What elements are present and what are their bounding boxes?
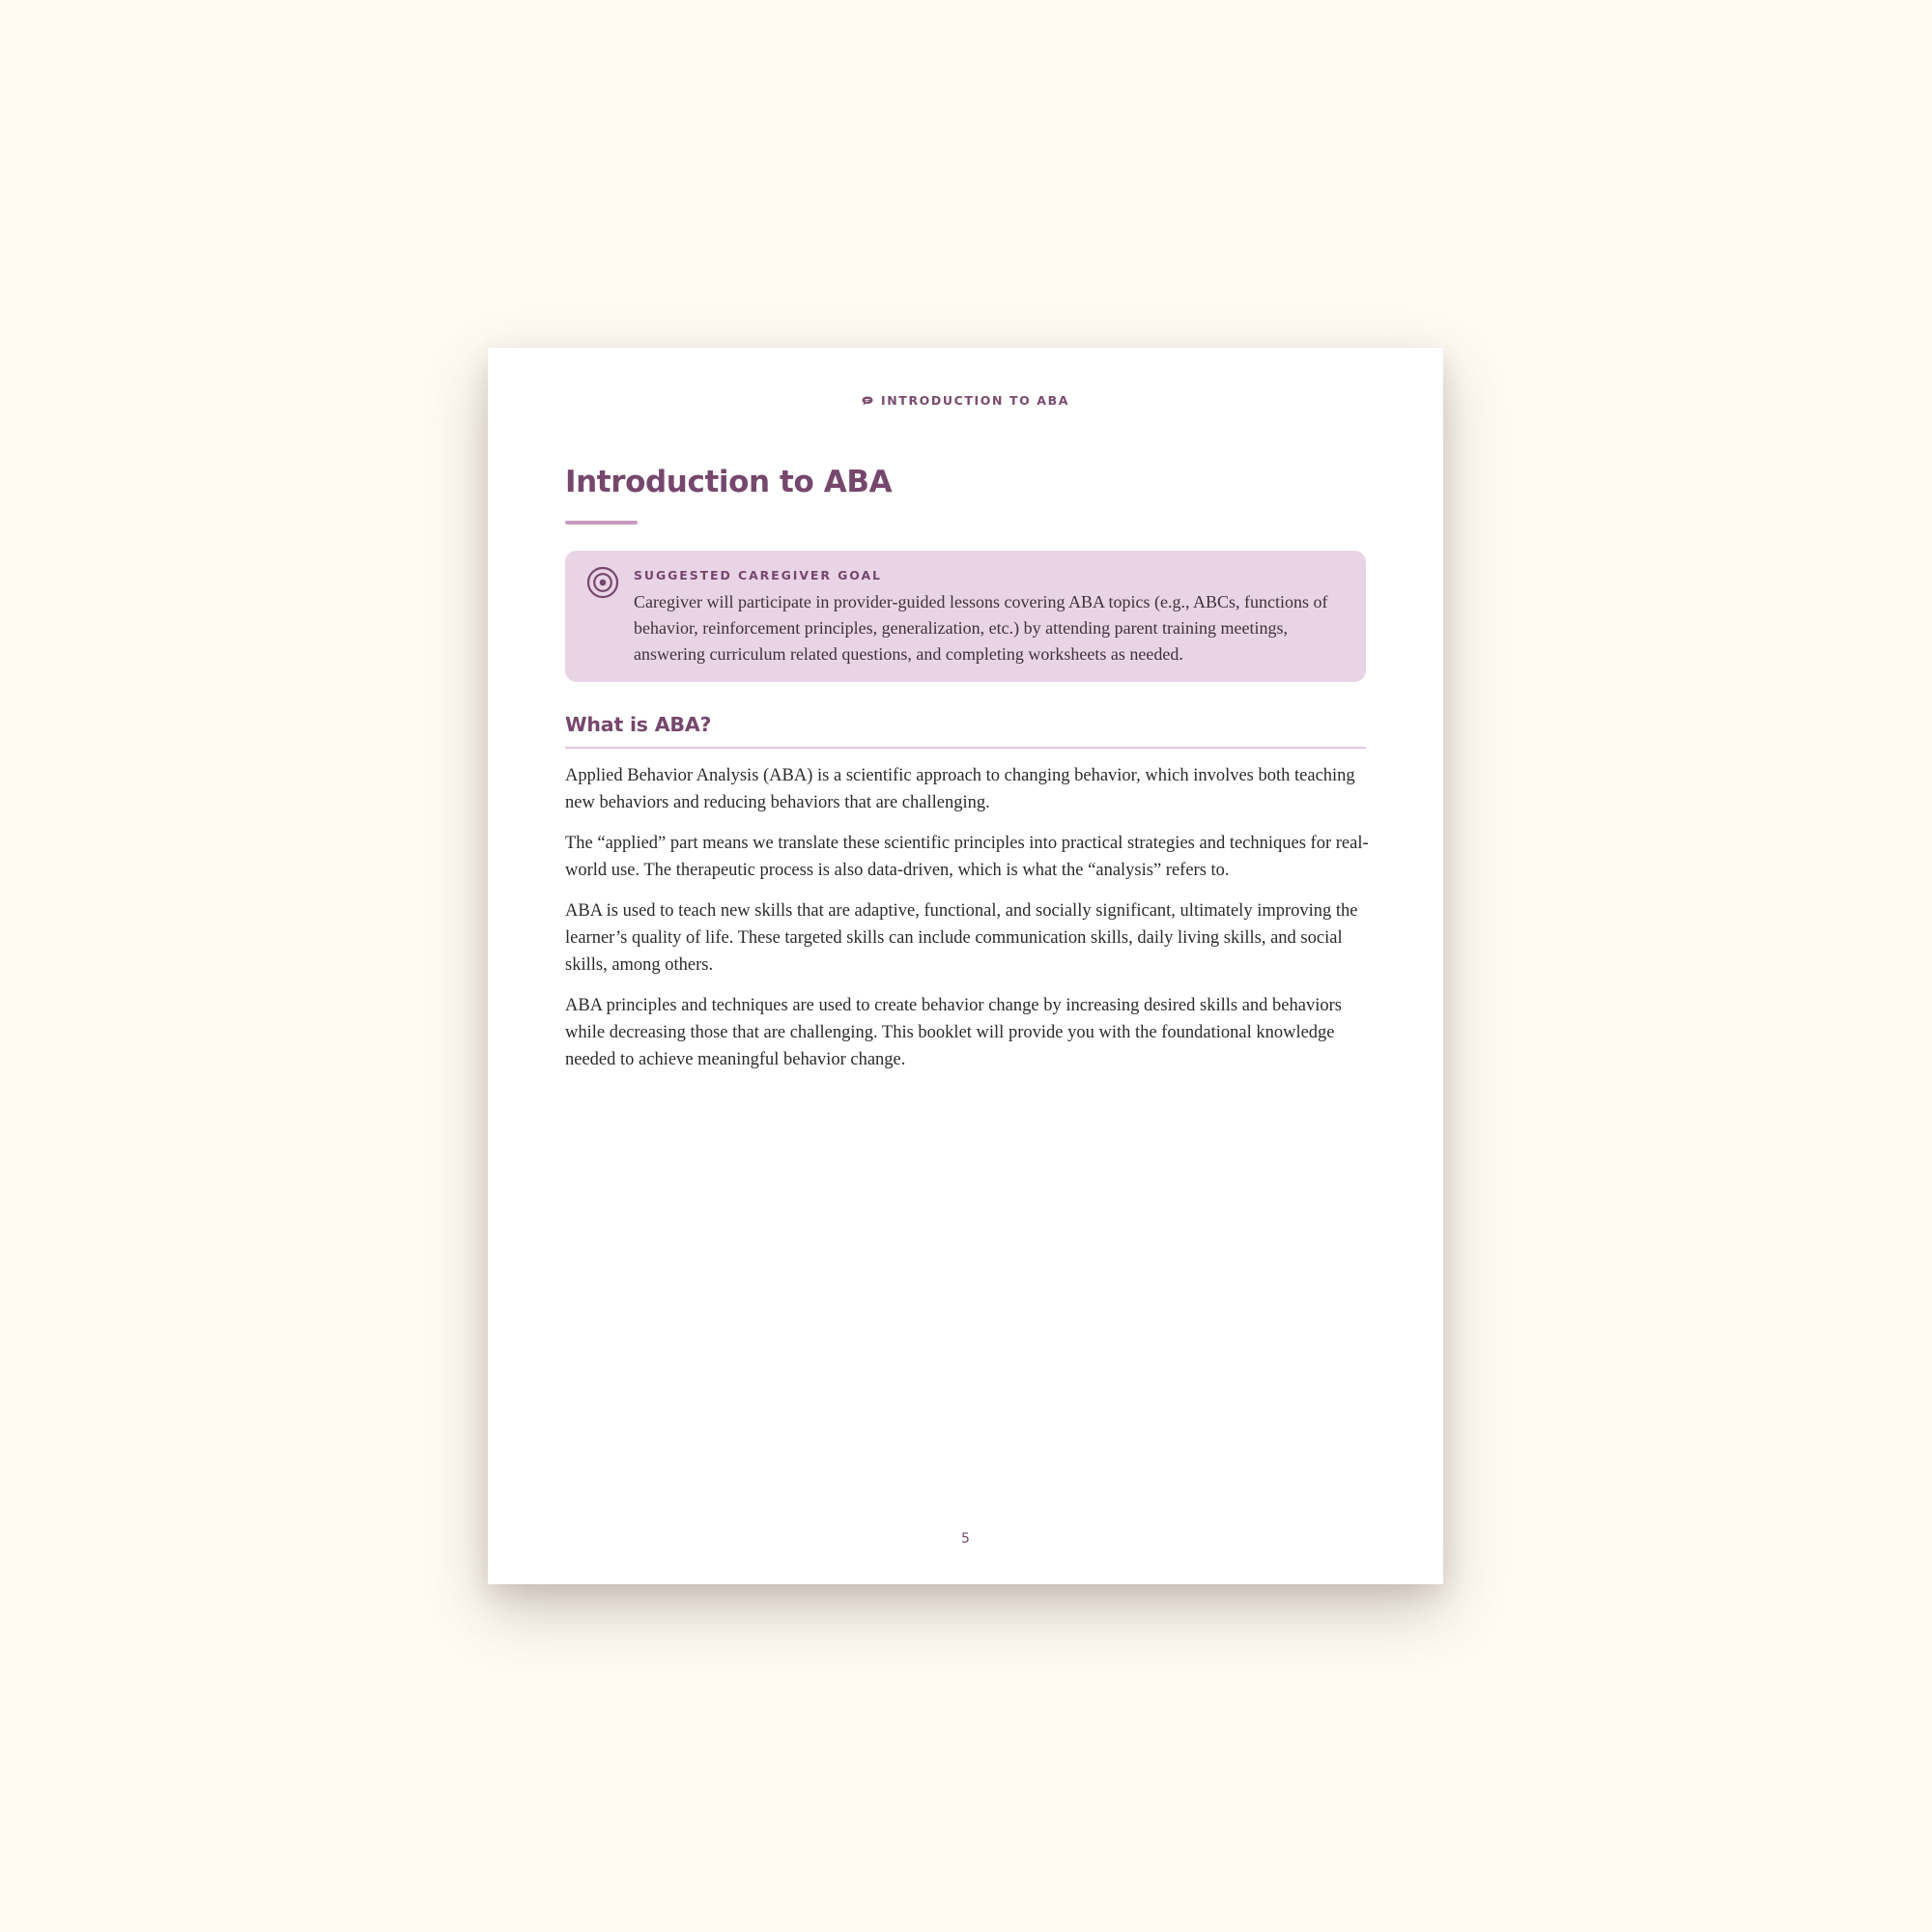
body-paragraph: ABA is used to teach new skills that are adaptive, functional, and socially significant, ultimately improving the learner’s quality of life. These targeted skills can include communication skills, daily living skills, and social skills, among others.	[565, 901, 1358, 975]
callout-label: SUGGESTED CAREGIVER GOAL	[634, 568, 882, 582]
running-header	[488, 393, 1443, 408]
speech-bubble-icon	[862, 396, 873, 406]
document-page	[488, 348, 1443, 1584]
page-number: 5	[961, 1531, 970, 1547]
body-paragraph: Applied Behavior Analysis (ABA) is a scientific approach to changing behavior, which involves both teaching new behaviors and reducing behaviors that are challenging.	[565, 766, 1355, 812]
caregiver-goal-callout	[565, 551, 1366, 682]
section-body	[565, 762, 1369, 1087]
title-underline	[565, 521, 638, 525]
body-paragraph: ABA principles and techniques are used to create behavior change by increasing desired skills and behaviors while decreasing those that are challenging. This booklet will provide you with the foundational knowledge needed to achieve meaningful behavior change.	[565, 996, 1342, 1069]
body-paragraph: The “applied” part means we translate these scientific principles into practical strategies and techniques for real-world use. The therapeutic process is also data-driven, which is what the “analysis” refers to.	[565, 834, 1369, 880]
section-divider	[565, 747, 1366, 749]
target-icon	[586, 566, 619, 599]
callout-text: Caregiver will participate in provider-guided lessons covering ABA topics (e.g., ABCs, functions of behavior, reinforcement principles, generalization, etc.) by attending parent training meetings, answering curriculum related questions, and completing worksheets as needed.	[634, 592, 1328, 664]
page-title: Introduction to ABA	[565, 465, 893, 499]
running-header-label: INTRODUCTION TO ABA	[881, 393, 1069, 408]
section-heading: What is ABA?	[565, 713, 712, 736]
